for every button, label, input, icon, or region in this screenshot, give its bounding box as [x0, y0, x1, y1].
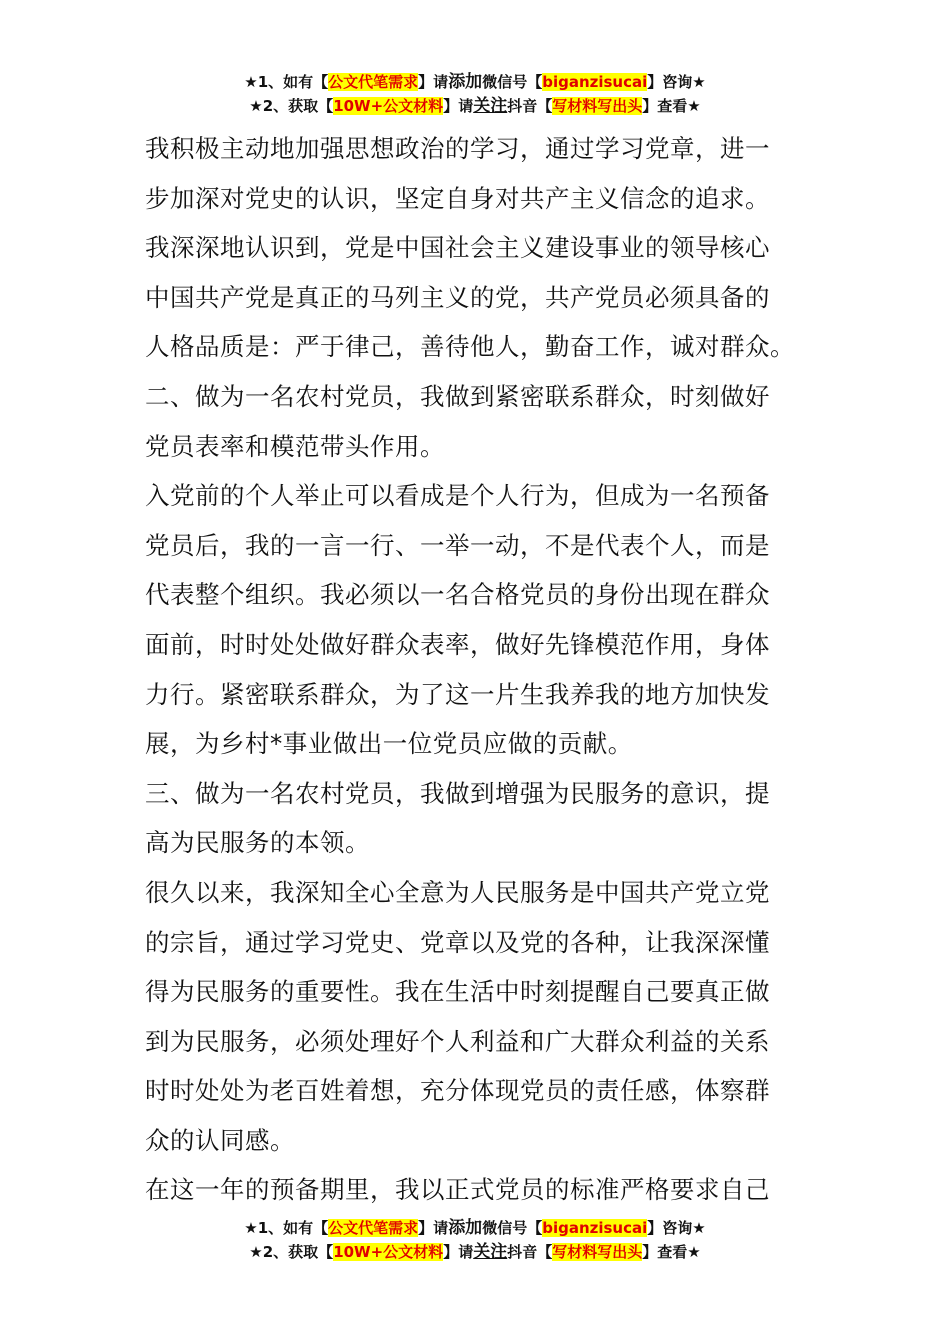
paragraph: [145, 1165, 810, 1215]
paragraph: [145, 372, 810, 471]
text-line: 到为民服务，必须处理好个人利益和广大群众利益的关系: [145, 1026, 770, 1056]
paragraph: [145, 769, 810, 868]
banner-text: 】请: [418, 73, 449, 91]
banner-text: 】请: [418, 1219, 449, 1237]
document-body: [145, 124, 810, 1215]
banner-text: 微信号【: [482, 1219, 543, 1237]
highlight-douyin: 写材料写出头: [552, 1243, 643, 1261]
footer-banner: [0, 1216, 950, 1264]
text-line: 代表整个组织。我必须以一名合格党员的身份出现在群众: [145, 580, 770, 610]
banner-text: 】查看★: [642, 1243, 701, 1261]
text-line: 高为民服务的本领。: [145, 828, 370, 858]
text-line: 很久以来，我深知全心全意为人民服务是中国共产党立党: [145, 877, 770, 907]
highlight-wechat-id: biganzisucai: [542, 73, 648, 91]
banner-line-1: [0, 70, 950, 94]
banner-text: 抖音【: [507, 1243, 553, 1261]
text-line: 党员后，我的一言一行、一举一动，不是代表个人，而是: [145, 530, 770, 560]
paragraph: [145, 223, 810, 372]
banner-text: ★1、如有【: [244, 73, 329, 91]
banner-emphasis: 添加: [448, 1218, 483, 1238]
text-line: 力行。紧密联系群众，为了这一片生我养我的地方加快发: [145, 679, 770, 709]
highlight-materials: 10W+公文材料: [333, 97, 444, 115]
banner-text: 抖音【: [507, 97, 553, 115]
banner-text: 】咨询★: [647, 1219, 706, 1237]
banner-text: ★2、获取【: [249, 1243, 334, 1261]
text-line: 中国共产党是真正的马列主义的党，共产党员必须具备的: [145, 282, 770, 312]
banner-line-2: [0, 94, 950, 118]
paragraph: [145, 471, 810, 769]
banner-text: ★1、如有【: [244, 1219, 329, 1237]
highlight-douyin: 写材料写出头: [552, 97, 643, 115]
text-line: 三、做为一名农村党员，我做到增强为民服务的意识，提: [145, 778, 770, 808]
banner-text: 】请: [443, 97, 474, 115]
banner-line-1: [0, 1216, 950, 1240]
banner-text: 微信号【: [482, 73, 543, 91]
banner-text: 】查看★: [642, 97, 701, 115]
text-line: 我积极主动地加强思想政治的学习，通过学习党章，进一: [145, 134, 770, 163]
text-line: 我深深地认识到，党是中国社会主义建设事业的领导核心: [145, 233, 770, 263]
header-banner: [0, 70, 950, 118]
banner-text: 】请: [443, 1243, 474, 1261]
paragraph: [145, 868, 810, 1166]
text-line: 时时处处为老百姓着想，充分体现党员的责任感，体察群: [145, 1076, 770, 1106]
highlight-service: 公文代笔需求: [328, 73, 419, 91]
text-line: 二、做为一名农村党员，我做到紧密联系群众，时刻做好: [145, 381, 770, 411]
paragraph: [145, 124, 810, 223]
text-line: 步加深对党史的认识，坚定自身对共产主义信念的追求。: [145, 183, 770, 213]
banner-emphasis: 关注: [473, 96, 508, 116]
banner-emphasis: 关注: [473, 1242, 508, 1262]
text-line: 得为民服务的重要性。我在生活中时刻提醒自己要真正做: [145, 977, 770, 1007]
text-line: 入党前的个人举止可以看成是个人行为，但成为一名预备: [145, 481, 770, 511]
text-line: 展，为乡村*事业做出一位党员应做的贡献。: [145, 729, 633, 759]
text-line: 在这一年的预备期里，我以正式党员的标准严格要求自己: [145, 1175, 770, 1205]
text-line: 的宗旨，通过学习党史、党章以及党的各种，让我深深懂: [145, 927, 770, 957]
banner-text: ★2、获取【: [249, 97, 334, 115]
banner-text: 】咨询★: [647, 73, 706, 91]
banner-emphasis: 添加: [448, 72, 483, 92]
text-line: 人格品质是：严于律己，善待他人，勤奋工作，诚对群众。: [145, 332, 795, 362]
text-line: 面前，时时处处做好群众表率，做好先锋模范作用，身体: [145, 629, 770, 659]
highlight-materials: 10W+公文材料: [333, 1243, 444, 1261]
banner-line-2: [0, 1240, 950, 1264]
text-line: 众的认同感。: [145, 1125, 295, 1155]
text-line: 党员表率和模范带头作用。: [145, 431, 445, 461]
highlight-service: 公文代笔需求: [328, 1219, 419, 1237]
highlight-wechat-id: biganzisucai: [542, 1219, 648, 1237]
